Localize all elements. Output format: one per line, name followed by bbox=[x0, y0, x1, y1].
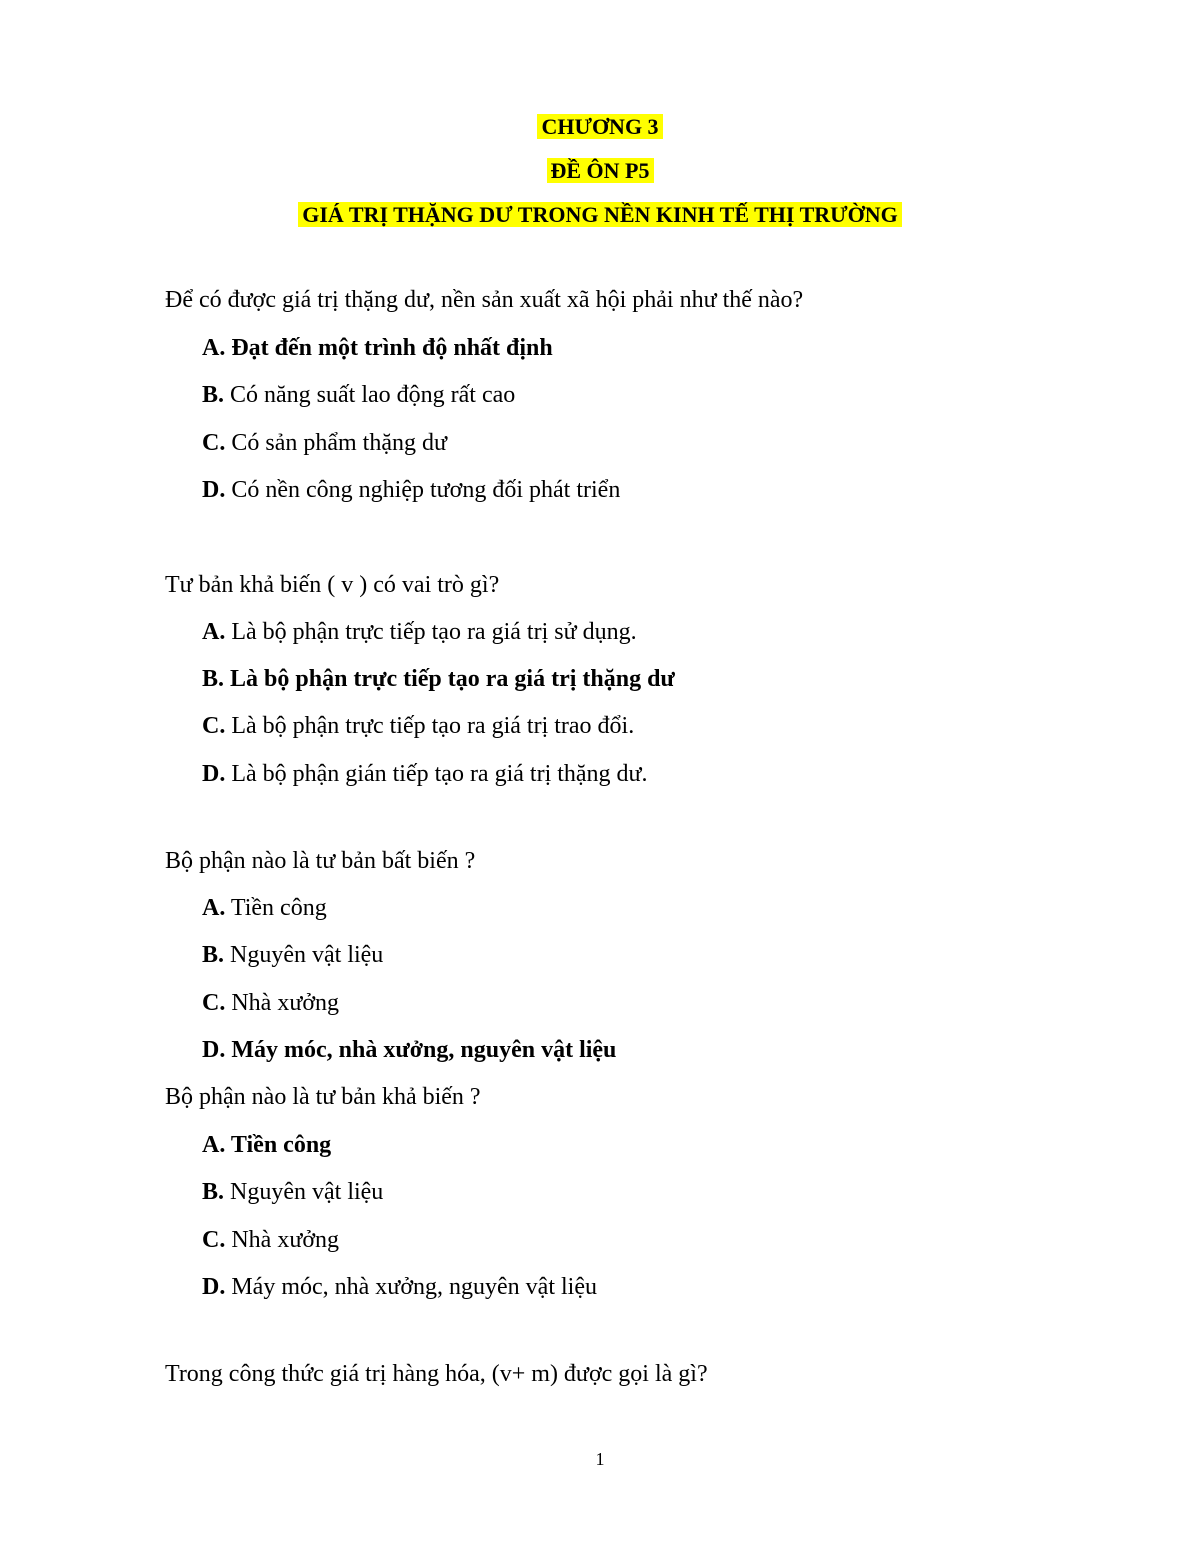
option-letter: A. bbox=[202, 619, 226, 645]
option-letter: C. bbox=[202, 430, 226, 456]
option-letter: D. bbox=[202, 761, 226, 787]
option-text: Đạt đến một trình độ nhất định bbox=[231, 335, 553, 361]
option-text: Tiền công bbox=[230, 1132, 332, 1158]
option-letter: B. bbox=[202, 666, 225, 692]
option-text: Máy móc, nhà xưởng, nguyên vật liệu bbox=[231, 1037, 617, 1063]
option-letter: D. bbox=[202, 477, 226, 503]
option-text: Là bộ phận trực tiếp tạo ra giá trị trao đổi. bbox=[231, 713, 635, 739]
option-letter: C. bbox=[202, 1227, 226, 1253]
option-letter: D. bbox=[202, 1274, 226, 1300]
option-letter: C. bbox=[202, 990, 226, 1016]
question-2: Tư bản khả biến ( v ) có vai trò gì? bbox=[165, 572, 500, 598]
question-1-option-a bbox=[202, 333, 553, 363]
option-letter: A. bbox=[202, 895, 226, 921]
option-letter: B. bbox=[202, 1179, 225, 1205]
question-2-option-b bbox=[202, 664, 675, 694]
question-3-option-a bbox=[202, 893, 327, 923]
subtitle-heading bbox=[0, 158, 1200, 184]
option-letter: B. bbox=[202, 382, 225, 408]
question-1-option-d bbox=[202, 475, 620, 505]
option-text: Là bộ phận trực tiếp tạo ra giá trị thặng dư bbox=[230, 666, 675, 692]
question-3-option-b bbox=[202, 940, 383, 970]
option-text: Tiền công bbox=[230, 895, 327, 921]
question-1: Để có được giá trị thặng dư, nền sản xuất xã hội phải như thế nào? bbox=[165, 287, 804, 313]
question-4-option-c bbox=[202, 1225, 339, 1255]
option-text: Máy móc, nhà xưởng, nguyên vật liệu bbox=[231, 1274, 597, 1300]
option-text: Có nền công nghiệp tương đối phát triển bbox=[231, 477, 621, 503]
title-label: GIÁ TRỊ THẶNG DƯ TRONG NỀN KINH TẾ THỊ TRƯỜNG bbox=[298, 202, 902, 227]
question-4-option-b bbox=[202, 1177, 383, 1207]
option-text: Nhà xưởng bbox=[231, 1227, 340, 1253]
question-4-option-a bbox=[202, 1130, 331, 1160]
question-3-option-d bbox=[202, 1035, 616, 1065]
question-2-option-a bbox=[202, 617, 637, 647]
question-3-option-c bbox=[202, 988, 339, 1018]
chapter-label: CHƯƠNG 3 bbox=[537, 114, 662, 139]
option-letter: A. bbox=[202, 335, 226, 361]
question-1-option-c bbox=[202, 428, 447, 458]
page-title bbox=[0, 202, 1200, 228]
option-text: Là bộ phận trực tiếp tạo ra giá trị sử dụng. bbox=[231, 619, 637, 645]
question-3: Bộ phận nào là tư bản bất biến ? bbox=[165, 848, 476, 874]
option-letter: B. bbox=[202, 942, 225, 968]
option-text: Nhà xưởng bbox=[231, 990, 340, 1016]
question-4: Bộ phận nào là tư bản khả biến ? bbox=[165, 1084, 481, 1110]
option-letter: A. bbox=[202, 1132, 226, 1158]
option-text: Nguyên vật liệu bbox=[230, 942, 384, 968]
option-text: Là bộ phận gián tiếp tạo ra giá trị thặng dư. bbox=[231, 761, 648, 787]
question-1-option-b bbox=[202, 380, 515, 410]
page-number: 1 bbox=[595, 1449, 605, 1469]
option-letter: C. bbox=[202, 713, 226, 739]
option-text: Có năng suất lao động rất cao bbox=[230, 382, 516, 408]
question-2-option-c bbox=[202, 711, 634, 741]
option-letter: D. bbox=[202, 1037, 226, 1063]
option-text: Có sản phẩm thặng dư bbox=[231, 430, 447, 456]
subtitle-label: ĐỀ ÔN P5 bbox=[547, 158, 654, 183]
question-4-option-d bbox=[202, 1272, 597, 1302]
question-5: Trong công thức giá trị hàng hóa, (v+ m) được gọi là gì? bbox=[165, 1361, 708, 1387]
question-2-option-d bbox=[202, 759, 648, 789]
option-text: Nguyên vật liệu bbox=[230, 1179, 384, 1205]
chapter-heading bbox=[0, 114, 1200, 140]
